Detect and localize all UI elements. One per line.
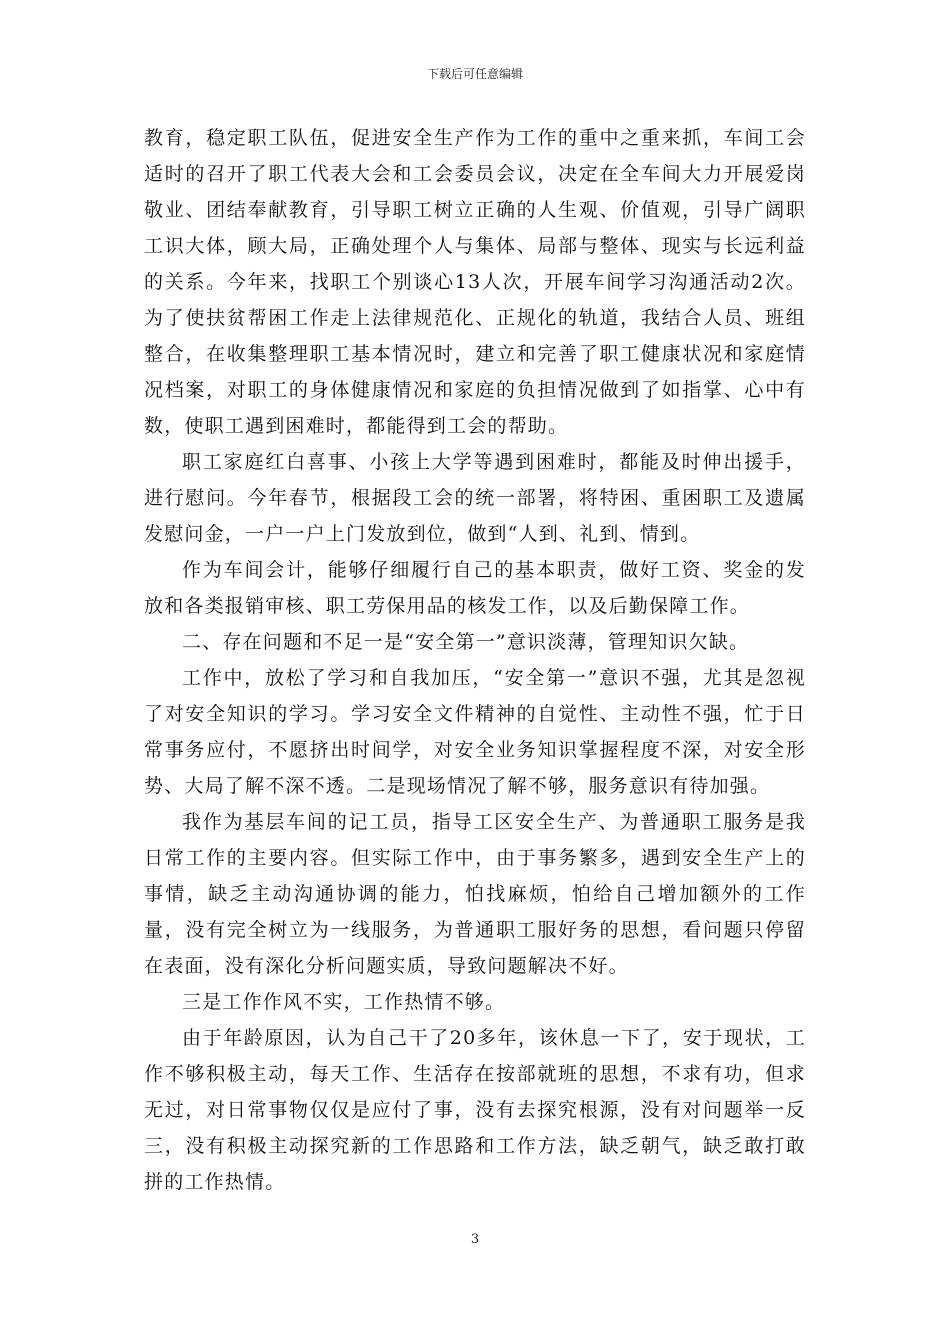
- paragraph: 工作中，放松了学习和自我加压，“安全第一”意识不强，尤其是忽视了对安全知识的学习。学习安全文件精神的自觉性、主动性不强，忙于日常事务应付，不愿挤出时间学，对安全业务知识掌握程度不深，对安全形势、大局了解不深不透。二是现场情况了解不够，服务意识有待加强。: [144, 667, 806, 797]
- paragraph: 作为车间会计，能够仔细履行自己的基本职责，做好工资、奖金的发放和各类报销审核、职工劳保用品的核发工作，以及后勤保障工作。: [144, 559, 806, 617]
- document-body: [144, 120, 806, 1200]
- paragraph: 由于年龄原因，认为自己干了20多年，该休息一下了，安于现状，工作不够积极主动，每天工作、生活存在按部就班的思想，不求有功，但求无过，对日常事物仅仅是应付了事，没有去探究根源，没有对问题举一反三，没有积极主动探究新的工作思路和工作方法，缺乏朝气，缺乏敢打敢拼的工作热情。: [144, 1027, 806, 1193]
- page-number: 3: [470, 1232, 480, 1247]
- paragraph: 职工家庭红白喜事、小孩上大学等遇到困难时，都能及时伸出援手，进行慰问。今年春节，根据段工会的统一部署，将特困、重困职工及遗属发慰问金，一户一户上门发放到位，做到“人到、礼到、情到。: [144, 451, 806, 545]
- section-heading: 三是工作作风不实，工作热情不够。: [182, 991, 506, 1013]
- header-note: 下载后可任意编辑: [426, 67, 523, 81]
- paragraph-continued: 教育，稳定职工队伍，促进安全生产作为工作的重中之重来抓，车间工会适时的召开了职工代表大会和工会委员会议，决定在全车间大力开展爱岗敬业、团结奉献教育，引导职工树立正确的人生观、价值观，引导广阔职工识大体，顾大局，正确处理个人与集体、局部与整体、现实与长远利益的关系。今年来，找职工个别谈心13人次，开展车间学习沟通活动2次。为了使扶贫帮困工作走上法律规范化、正规化的轨道，我结合人员、班组整合，在收集整理职工基本情况时，建立和完善了职工健康状况和家庭情况档案，对职工的身体健康情况和家庭的负担情况做到了如指掌、心中有数，使职工遇到困难时，都能得到工会的帮助。: [144, 127, 806, 437]
- section-heading: 二、存在问题和不足一是“安全第一”意识淡薄，管理知识欠缺。: [182, 631, 750, 653]
- paragraph: 我作为基层车间的记工员，指导工区安全生产、为普通职工服务是我日常工作的主要内容。但实际工作中，由于事务繁多，遇到安全生产上的事情，缺乏主动沟通协调的能力，怕找麻烦，怕给自己增加额外的工作量，没有完全树立为一线服务，为普通职工服好务的思想，看问题只停留在表面，没有深化分析问题实质，导致问题解决不好。: [144, 811, 806, 977]
